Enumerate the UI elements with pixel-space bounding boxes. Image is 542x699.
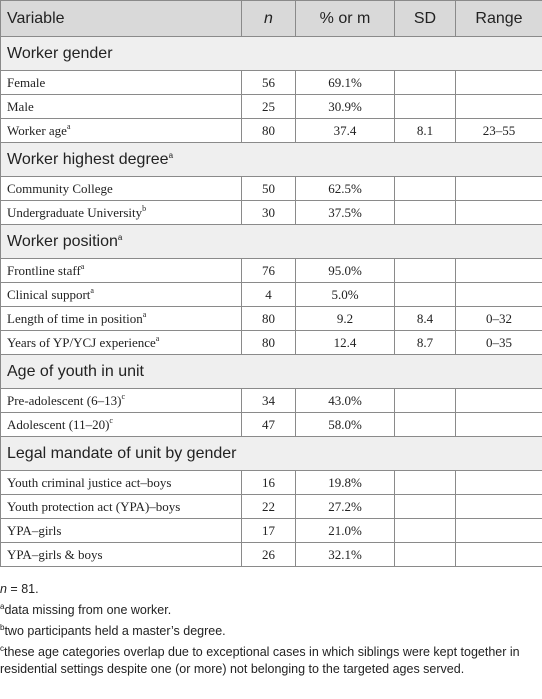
cell-n: 47 <box>242 413 296 437</box>
cell-pct: 19.8% <box>296 471 395 495</box>
cell-range <box>456 177 542 201</box>
cell-pct: 9.2 <box>296 307 395 331</box>
row-label <box>1 471 242 495</box>
cell-sd <box>395 413 456 437</box>
section-title-footnote-mark: a <box>117 232 123 242</box>
table-row <box>1 201 542 225</box>
cell-range <box>456 389 542 413</box>
table-row <box>1 95 542 119</box>
cell-pct: 5.0% <box>296 283 395 307</box>
cell-sd <box>395 471 456 495</box>
cell-sd <box>395 389 456 413</box>
cell-n: 34 <box>242 389 296 413</box>
cell-sd: 8.4 <box>395 307 456 331</box>
cell-pct: 32.1% <box>296 543 395 567</box>
cell-pct: 37.5% <box>296 201 395 225</box>
table-row <box>1 177 542 201</box>
cell-n: 17 <box>242 519 296 543</box>
row-label <box>1 495 242 519</box>
row-footnote-mark: b <box>142 203 147 213</box>
cell-range: 0–32 <box>456 307 542 331</box>
table-row <box>1 495 542 519</box>
row-label <box>1 543 242 567</box>
table-row <box>1 471 542 495</box>
cell-n: 22 <box>242 495 296 519</box>
col-header-range: Range <box>456 1 542 37</box>
cell-pct: 62.5% <box>296 177 395 201</box>
cell-n: 25 <box>242 95 296 119</box>
table-row <box>1 119 542 143</box>
row-label-text: Clinical support <box>7 286 91 302</box>
cell-n: 50 <box>242 177 296 201</box>
col-header-sd: SD <box>395 1 456 37</box>
row-label <box>1 307 242 331</box>
footnote-b-mark: b <box>0 623 5 632</box>
table-row <box>1 389 542 413</box>
cell-n: 4 <box>242 283 296 307</box>
cell-sd <box>395 71 456 95</box>
cell-sd <box>395 283 456 307</box>
table-row <box>1 259 542 283</box>
section-row <box>1 437 542 471</box>
cell-pct: 69.1% <box>296 71 395 95</box>
cell-range: 0–35 <box>456 331 542 355</box>
row-footnote-mark: c <box>109 415 113 425</box>
cell-range <box>456 471 542 495</box>
cell-n: 80 <box>242 307 296 331</box>
cell-n: 30 <box>242 201 296 225</box>
row-label <box>1 177 242 201</box>
cell-pct: 30.9% <box>296 95 395 119</box>
cell-pct: 95.0% <box>296 259 395 283</box>
footnote-n <box>0 581 538 598</box>
cell-range <box>456 259 542 283</box>
cell-sd <box>395 177 456 201</box>
section-title <box>1 437 542 471</box>
footnote-n-value: = 81. <box>6 582 39 596</box>
row-label <box>1 331 242 355</box>
cell-n: 80 <box>242 119 296 143</box>
footnote-a-text: data missing from one worker. <box>4 603 172 617</box>
cell-sd <box>395 259 456 283</box>
footnote-a-mark: a <box>0 602 5 611</box>
cell-pct: 43.0% <box>296 389 395 413</box>
row-label-text: Adolescent (11–20) <box>7 416 110 432</box>
section-title <box>1 37 542 71</box>
row-footnote-mark: c <box>121 391 125 401</box>
cell-pct: 12.4 <box>296 331 395 355</box>
section-title-text: Legal mandate of unit by gender <box>7 444 237 462</box>
section-title-text: Age of youth in unit <box>7 362 144 380</box>
cell-sd <box>395 95 456 119</box>
row-label <box>1 283 242 307</box>
col-header-n: n <box>242 1 296 37</box>
footnote-b <box>0 623 538 640</box>
header-row <box>1 1 542 37</box>
row-label <box>1 119 242 143</box>
row-label-text: Undergraduate University <box>7 204 143 220</box>
table-footnotes <box>0 567 542 678</box>
section-title-footnote-mark: a <box>168 150 174 160</box>
cell-range <box>456 495 542 519</box>
cell-n: 80 <box>242 331 296 355</box>
section-row <box>1 37 542 71</box>
table-row <box>1 519 542 543</box>
row-label <box>1 71 242 95</box>
cell-sd <box>395 495 456 519</box>
table-body <box>1 37 542 567</box>
row-label-text: Female <box>7 74 46 90</box>
cell-range <box>456 283 542 307</box>
row-label <box>1 519 242 543</box>
section-title-text: Worker gender <box>7 44 113 62</box>
section-title <box>1 143 542 177</box>
row-label <box>1 95 242 119</box>
table-row <box>1 71 542 95</box>
row-label-text: YPA–girls & boys <box>7 546 103 562</box>
cell-range <box>456 543 542 567</box>
table-row <box>1 413 542 437</box>
row-label-text: Worker age <box>7 122 67 138</box>
cell-sd <box>395 543 456 567</box>
cell-n: 26 <box>242 543 296 567</box>
cell-sd <box>395 201 456 225</box>
section-row <box>1 355 542 389</box>
col-header-variable: Variable <box>1 1 242 37</box>
footnote-c <box>0 644 538 678</box>
row-label <box>1 259 242 283</box>
col-header-pct: % or m <box>296 1 395 37</box>
table-row <box>1 331 542 355</box>
cell-pct: 27.2% <box>296 495 395 519</box>
section-title <box>1 355 542 389</box>
cell-range <box>456 71 542 95</box>
row-footnote-mark: a <box>90 285 94 295</box>
row-label <box>1 389 242 413</box>
row-label-text: Frontline staff <box>7 262 81 278</box>
footnote-n-label: n <box>0 582 7 596</box>
section-title-text: Worker position <box>7 232 118 250</box>
row-label-text: Pre-adolescent (6–13) <box>7 392 122 408</box>
cell-range <box>456 519 542 543</box>
table-row <box>1 543 542 567</box>
row-footnote-mark: a <box>155 333 160 343</box>
cell-sd: 8.1 <box>395 119 456 143</box>
cell-range: 23–55 <box>456 119 542 143</box>
section-row <box>1 225 542 259</box>
row-footnote-mark: a <box>66 121 71 131</box>
row-footnote-mark: a <box>80 261 85 271</box>
footnote-a <box>0 602 538 619</box>
cell-sd <box>395 519 456 543</box>
table-row <box>1 283 542 307</box>
cell-n: 56 <box>242 71 296 95</box>
row-label-text: YPA–girls <box>7 522 62 538</box>
row-label-text: Years of YP/YCJ experience <box>7 334 156 350</box>
footnote-b-text: two participants held a master’s degree. <box>4 624 226 638</box>
cell-range <box>456 95 542 119</box>
cell-range <box>456 413 542 437</box>
section-title <box>1 225 542 259</box>
section-row <box>1 143 542 177</box>
row-label <box>1 201 242 225</box>
row-label-text: Length of time in position <box>7 310 143 326</box>
table-row <box>1 307 542 331</box>
row-label-text: Community College <box>7 180 113 196</box>
footnote-c-text: these age categories overlap due to exceptional cases in which siblings were kept together in residential settings despite one (or more) not belonging to the targeted ages served. <box>0 645 520 676</box>
footnote-c-mark: c <box>0 644 4 653</box>
cell-range <box>456 201 542 225</box>
cell-pct: 37.4 <box>296 119 395 143</box>
row-footnote-mark: a <box>142 309 147 319</box>
row-label-text: Youth protection act (YPA)–boys <box>7 498 181 514</box>
cell-n: 16 <box>242 471 296 495</box>
row-label-text: Youth criminal justice act–boys <box>7 474 172 490</box>
cell-sd: 8.7 <box>395 331 456 355</box>
section-title-text: Worker highest degree <box>7 150 169 168</box>
cell-pct: 21.0% <box>296 519 395 543</box>
cell-pct: 58.0% <box>296 413 395 437</box>
row-label <box>1 413 242 437</box>
cell-n: 76 <box>242 259 296 283</box>
row-label-text: Male <box>7 98 34 114</box>
